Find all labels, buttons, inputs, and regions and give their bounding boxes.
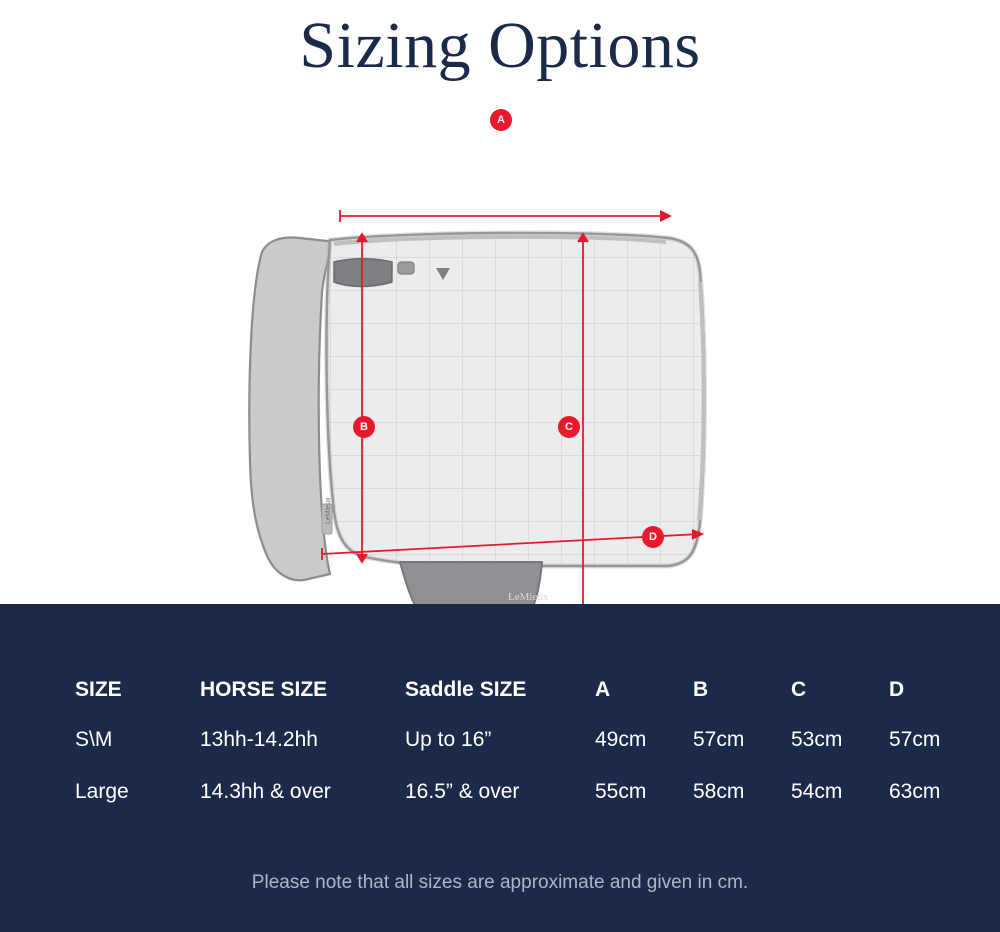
- column-header-a: A: [595, 678, 611, 701]
- cell-size: Large: [75, 780, 129, 803]
- cell-saddle-size: 16.5” & over: [405, 780, 520, 803]
- cell-d: 57cm: [889, 728, 941, 751]
- sizing-table: [0, 666, 1000, 818]
- cell-c: 53cm: [791, 728, 843, 751]
- cell-saddle-size: Up to 16”: [405, 728, 492, 751]
- cell-d: 63cm: [889, 780, 941, 803]
- measure-marker-b: B: [353, 416, 375, 438]
- column-header-saddle-size: Saddle SIZE: [405, 678, 527, 701]
- measure-marker-c: C: [558, 416, 580, 438]
- pad-side-tab: [322, 497, 332, 534]
- saddle-pad-illustration: [0, 92, 1000, 604]
- measure-marker-a: A: [490, 109, 512, 131]
- cell-a: 49cm: [595, 728, 647, 751]
- column-header-b: B: [693, 678, 709, 701]
- column-header-c: C: [791, 678, 807, 701]
- table-row: [0, 714, 1000, 766]
- cell-a: 55cm: [595, 780, 647, 803]
- cell-horse-size: 14.3hh & over: [200, 780, 331, 803]
- column-header-d: D: [889, 678, 905, 701]
- saddle-pad-diagram: [0, 92, 1000, 604]
- measure-marker-d: D: [642, 526, 664, 548]
- sizing-table-panel: [0, 604, 1000, 932]
- pad-bottom-flap: [400, 562, 549, 604]
- column-header-size: SIZE: [75, 678, 122, 701]
- page-title: Sizing Options: [299, 9, 701, 82]
- cell-b: 57cm: [693, 728, 745, 751]
- cell-size: S\M: [75, 728, 113, 751]
- svg-text:LeMieux: LeMieux: [508, 591, 549, 603]
- table-header-row: [0, 666, 1000, 714]
- svg-text:LeMieux: LeMieux: [325, 497, 332, 524]
- page-title-area: [0, 0, 1000, 92]
- cell-b: 58cm: [693, 780, 745, 803]
- table-row: [0, 766, 1000, 818]
- column-header-horse-size: HORSE SIZE: [200, 678, 328, 701]
- cell-horse-size: 13hh-14.2hh: [200, 728, 318, 751]
- cell-c: 54cm: [791, 780, 843, 803]
- sizing-footnote: Please note that all sizes are approximate and given in cm.: [251, 872, 749, 893]
